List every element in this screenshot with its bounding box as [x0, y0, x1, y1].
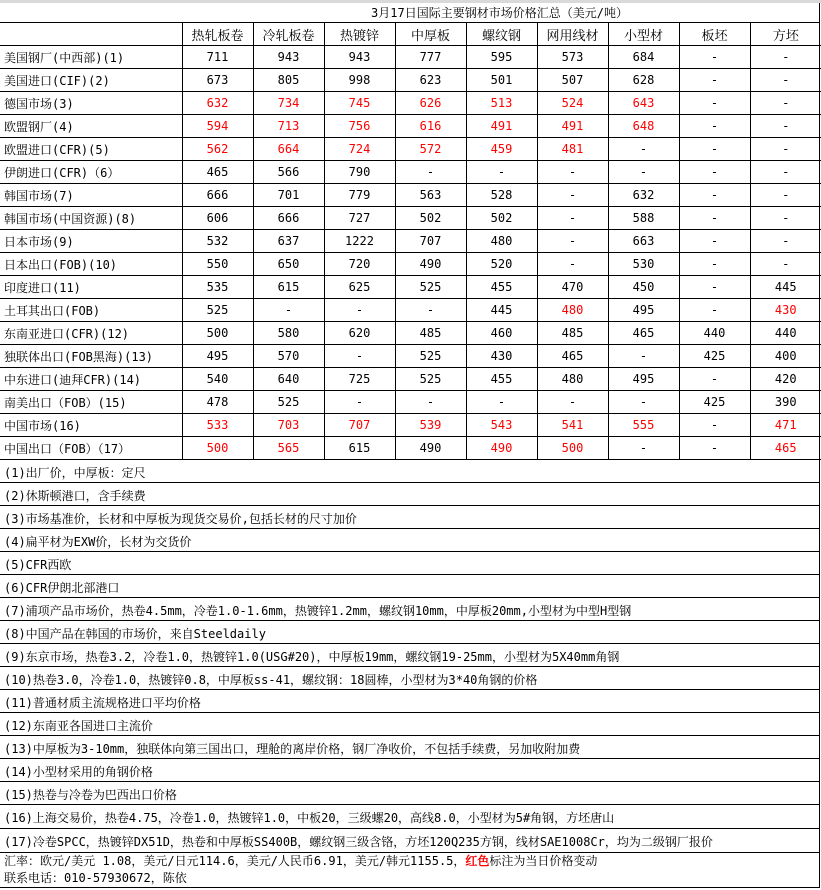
- price-cell: 430: [750, 299, 821, 322]
- price-cell: 445: [466, 299, 537, 322]
- price-cell: -: [679, 161, 750, 184]
- col-header: 方坯: [750, 23, 821, 46]
- table-row: [0, 138, 821, 161]
- price-cell: 480: [537, 368, 608, 391]
- price-cell: 673: [182, 69, 253, 92]
- footnote: (5)CFR西欧: [0, 552, 819, 575]
- row-label: 伊朗进口(CFR)（6）: [0, 161, 182, 184]
- price-cell: 632: [182, 92, 253, 115]
- price-cell: 533: [182, 414, 253, 437]
- price-cell: 530: [608, 253, 679, 276]
- col-header: 螺纹钢: [466, 23, 537, 46]
- price-cell: 588: [608, 207, 679, 230]
- price-cell: 525: [395, 276, 466, 299]
- price-cell: 470: [537, 276, 608, 299]
- price-cell: 400: [750, 345, 821, 368]
- exchange-rate-text: 汇率：欧元/美元 1.08，美元/日元114.6，美元/人民币6.91，美元/韩元1155.5，: [4, 854, 466, 868]
- price-cell: -: [537, 184, 608, 207]
- footnote: (11)普通材质主流规格进口平均价格: [0, 690, 819, 713]
- table-row: [0, 276, 821, 299]
- price-cell: 572: [395, 138, 466, 161]
- price-cell: 420: [750, 368, 821, 391]
- price-cell: 713: [253, 115, 324, 138]
- price-cell: 513: [466, 92, 537, 115]
- row-label: 美国进口(CIF)(2): [0, 69, 182, 92]
- footnote: (4)扁平材为EXW价，长材为交货价: [0, 529, 819, 552]
- table-row: [0, 368, 821, 391]
- price-cell: 430: [466, 345, 537, 368]
- price-cell: 485: [537, 322, 608, 345]
- price-cell: 465: [537, 345, 608, 368]
- col-header: 中厚板: [395, 23, 466, 46]
- price-cell: -: [324, 391, 395, 414]
- price-cell: 777: [395, 46, 466, 69]
- red-legend-label: 红色: [465, 854, 490, 868]
- table-row: [0, 115, 821, 138]
- price-cell: -: [608, 161, 679, 184]
- col-header: 板坯: [679, 23, 750, 46]
- price-cell: 623: [395, 69, 466, 92]
- price-cell: -: [679, 207, 750, 230]
- price-cell: 465: [750, 437, 821, 460]
- price-cell: 440: [750, 322, 821, 345]
- price-cell: -: [679, 115, 750, 138]
- price-cell: -: [537, 253, 608, 276]
- price-cell: 480: [466, 230, 537, 253]
- price-cell: 563: [395, 184, 466, 207]
- price-cell: 459: [466, 138, 537, 161]
- price-cell: 666: [253, 207, 324, 230]
- price-cell: 790: [324, 161, 395, 184]
- price-cell: -: [750, 184, 821, 207]
- footnote: (15)热卷与冷卷为巴西出口价格: [0, 782, 819, 805]
- table-row: [0, 299, 821, 322]
- price-cell: -: [679, 184, 750, 207]
- price-cell: 580: [253, 322, 324, 345]
- price-cell: 425: [679, 345, 750, 368]
- row-label: 欧盟进口(CFR)(5): [0, 138, 182, 161]
- row-label: 中国出口（FOB）（17）: [0, 437, 182, 460]
- row-label: 韩国市场(7): [0, 184, 182, 207]
- price-cell: 465: [608, 322, 679, 345]
- row-label: 独联体出口(FOB黑海)(13): [0, 345, 182, 368]
- price-cell: 943: [324, 46, 395, 69]
- price-cell: 507: [537, 69, 608, 92]
- price-cell: 485: [395, 322, 466, 345]
- price-cell: 663: [608, 230, 679, 253]
- col-header: 热镀锌: [324, 23, 395, 46]
- row-label: 欧盟钢厂(4): [0, 115, 182, 138]
- table-row: [0, 437, 821, 460]
- price-cell: -: [466, 161, 537, 184]
- price-cell: 707: [324, 414, 395, 437]
- row-label: 印度进口(11): [0, 276, 182, 299]
- price-cell: 445: [750, 276, 821, 299]
- footer: [0, 853, 819, 888]
- price-cell: -: [750, 161, 821, 184]
- price-cell: 502: [395, 207, 466, 230]
- footnote: (14)小型材采用的角钢价格: [0, 759, 819, 782]
- price-cell: -: [608, 391, 679, 414]
- price-cell: 566: [253, 161, 324, 184]
- price-cell: -: [679, 69, 750, 92]
- price-cell: -: [750, 69, 821, 92]
- price-cell: 543: [466, 414, 537, 437]
- price-cell: 648: [608, 115, 679, 138]
- table-row: [0, 253, 821, 276]
- price-cell: 490: [395, 437, 466, 460]
- price-cell: -: [324, 345, 395, 368]
- price-cell: 998: [324, 69, 395, 92]
- price-cell: 535: [182, 276, 253, 299]
- price-cell: -: [679, 276, 750, 299]
- price-cell: 701: [253, 184, 324, 207]
- footnote: (10)热卷3.0，冷卷1.0，热镀锌0.8，中厚板ss-41，螺纹钢：18圆棒，小型材为3*40角钢的价格: [0, 667, 819, 690]
- price-cell: 594: [182, 115, 253, 138]
- price-cell: 625: [324, 276, 395, 299]
- price-cell: -: [750, 253, 821, 276]
- price-cell: 711: [182, 46, 253, 69]
- price-cell: 425: [679, 391, 750, 414]
- footnotes: [0, 460, 819, 853]
- price-cell: 525: [253, 391, 324, 414]
- row-label: 中东进口(迪拜CFR)(14): [0, 368, 182, 391]
- price-cell: 440: [679, 322, 750, 345]
- price-cell: 573: [537, 46, 608, 69]
- price-cell: 520: [466, 253, 537, 276]
- price-cell: 643: [608, 92, 679, 115]
- price-cell: 615: [253, 276, 324, 299]
- price-cell: 480: [537, 299, 608, 322]
- row-label: 日本市场(9): [0, 230, 182, 253]
- contact-line: 联系电话：010-57930672，陈依: [4, 871, 187, 885]
- price-cell: 460: [466, 322, 537, 345]
- price-cell: 481: [537, 138, 608, 161]
- footnote: (16)上海交易价，热卷4.75，冷卷1.0，热镀锌1.0，中板20，三级螺20，高线8.0，小型材为5#角钢，方坯唐山: [0, 805, 819, 829]
- table-row: [0, 414, 821, 437]
- price-cell: 495: [608, 299, 679, 322]
- price-cell: 779: [324, 184, 395, 207]
- price-cell: 491: [466, 115, 537, 138]
- price-cell: 491: [537, 115, 608, 138]
- footnote: (3)市场基准价，长材和中厚板为现货交易价,包括长材的尺寸加价: [0, 506, 819, 529]
- col-header: 小型材: [608, 23, 679, 46]
- price-table: [0, 23, 821, 460]
- footnote: (7)浦项产品市场价，热卷4.5mm，冷卷1.0-1.6mm，热镀锌1.2mm，螺纹钢10mm，中厚板20mm,小型材为中型H型钢: [0, 598, 819, 621]
- price-cell: 595: [466, 46, 537, 69]
- price-cell: 707: [395, 230, 466, 253]
- footnote: (2)休斯顿港口，含手续费: [0, 483, 819, 506]
- price-cell: -: [608, 437, 679, 460]
- price-cell: 666: [182, 184, 253, 207]
- price-cell: 541: [537, 414, 608, 437]
- footnote: (1)出厂价，中厚板：定尺: [0, 460, 819, 483]
- footnote: (13)中厚板为3-10mm，独联体向第三国出口，理舱的离岸价格，钢厂净收价，不包括手续费，另加收附加费: [0, 736, 819, 759]
- price-cell: 528: [466, 184, 537, 207]
- price-cell: 565: [253, 437, 324, 460]
- price-cell: 450: [608, 276, 679, 299]
- footnote: (9)东京市场，热卷3.2，冷卷1.0，热镀锌1.0(USG#20)，中厚板19mm，螺纹钢19-25mm，小型材为5X40mm角钢: [0, 644, 819, 667]
- price-cell: 756: [324, 115, 395, 138]
- price-cell: 500: [182, 437, 253, 460]
- col-header: 热轧板卷: [182, 23, 253, 46]
- price-cell: 734: [253, 92, 324, 115]
- price-cell: -: [679, 299, 750, 322]
- price-cell: 525: [395, 368, 466, 391]
- row-label: 土耳其出口(FOB): [0, 299, 182, 322]
- sheet-title: 3月17日国际主要钢材市场价格汇总（美元/吨）: [0, 3, 819, 23]
- price-cell: 500: [537, 437, 608, 460]
- price-cell: 471: [750, 414, 821, 437]
- price-cell: 943: [253, 46, 324, 69]
- table-row: [0, 92, 821, 115]
- price-cell: -: [750, 207, 821, 230]
- table-row: [0, 46, 821, 69]
- price-cell: -: [466, 391, 537, 414]
- price-cell: 664: [253, 138, 324, 161]
- price-cell: -: [750, 138, 821, 161]
- price-cell: 650: [253, 253, 324, 276]
- price-cell: 465: [182, 161, 253, 184]
- price-cell: -: [679, 368, 750, 391]
- price-cell: -: [395, 161, 466, 184]
- price-cell: 500: [182, 322, 253, 345]
- price-cell: 684: [608, 46, 679, 69]
- price-cell: -: [679, 138, 750, 161]
- price-cell: 490: [466, 437, 537, 460]
- price-cell: -: [750, 115, 821, 138]
- row-label: 南美出口（FOB）(15): [0, 391, 182, 414]
- price-cell: 632: [608, 184, 679, 207]
- price-cell: 703: [253, 414, 324, 437]
- price-cell: -: [608, 138, 679, 161]
- price-sheet: [0, 3, 820, 888]
- row-label: 美国钢厂(中西部)(1): [0, 46, 182, 69]
- row-label: 日本出口(FOB)(10): [0, 253, 182, 276]
- price-cell: 745: [324, 92, 395, 115]
- price-cell: 562: [182, 138, 253, 161]
- price-cell: 455: [466, 276, 537, 299]
- table-row: [0, 391, 821, 414]
- price-cell: -: [679, 92, 750, 115]
- exchange-rate-line: [4, 853, 819, 870]
- row-label: 德国市场(3): [0, 92, 182, 115]
- price-cell: 727: [324, 207, 395, 230]
- header-row: [0, 23, 821, 46]
- table-row: [0, 230, 821, 253]
- price-cell: 616: [395, 115, 466, 138]
- price-cell: 390: [750, 391, 821, 414]
- price-cell: 570: [253, 345, 324, 368]
- price-cell: -: [608, 345, 679, 368]
- price-cell: 525: [395, 345, 466, 368]
- price-cell: 724: [324, 138, 395, 161]
- price-cell: -: [395, 391, 466, 414]
- price-cell: -: [750, 230, 821, 253]
- price-cell: 640: [253, 368, 324, 391]
- table-row: [0, 184, 821, 207]
- price-cell: 525: [182, 299, 253, 322]
- table-row: [0, 207, 821, 230]
- price-cell: -: [253, 299, 324, 322]
- price-cell: -: [324, 299, 395, 322]
- price-cell: -: [537, 230, 608, 253]
- price-cell: -: [679, 46, 750, 69]
- price-cell: 1222: [324, 230, 395, 253]
- table-row: [0, 161, 821, 184]
- table-row: [0, 322, 821, 345]
- footnote: (8)中国产品在韩国的市场价，来自Steeldaily: [0, 621, 819, 644]
- footnote: (12)东南亚各国进口主流价: [0, 713, 819, 736]
- price-cell: 490: [395, 253, 466, 276]
- price-cell: -: [395, 299, 466, 322]
- price-cell: 725: [324, 368, 395, 391]
- price-cell: 550: [182, 253, 253, 276]
- price-cell: -: [679, 253, 750, 276]
- price-cell: 540: [182, 368, 253, 391]
- price-cell: -: [537, 207, 608, 230]
- price-cell: 495: [608, 368, 679, 391]
- price-cell: -: [679, 437, 750, 460]
- col-header: 冷轧板卷: [253, 23, 324, 46]
- col-header: 网用线材: [537, 23, 608, 46]
- price-cell: 637: [253, 230, 324, 253]
- red-legend-text: 标注为当日价格变动: [489, 854, 598, 868]
- row-label: 韩国市场(中国资源)(8): [0, 207, 182, 230]
- price-cell: 501: [466, 69, 537, 92]
- price-cell: 720: [324, 253, 395, 276]
- footnote: (6)CFR伊朗北部港口: [0, 575, 819, 598]
- table-row: [0, 345, 821, 368]
- price-cell: 539: [395, 414, 466, 437]
- price-cell: 478: [182, 391, 253, 414]
- price-cell: 455: [466, 368, 537, 391]
- row-label: 东南亚进口(CFR)(12): [0, 322, 182, 345]
- price-cell: -: [750, 92, 821, 115]
- price-cell: 615: [324, 437, 395, 460]
- price-cell: 628: [608, 69, 679, 92]
- price-cell: -: [679, 230, 750, 253]
- price-cell: 495: [182, 345, 253, 368]
- price-cell: 555: [608, 414, 679, 437]
- header-empty-cell: [0, 23, 182, 46]
- price-cell: 620: [324, 322, 395, 345]
- price-cell: 606: [182, 207, 253, 230]
- price-cell: 532: [182, 230, 253, 253]
- price-cell: 524: [537, 92, 608, 115]
- price-cell: -: [750, 46, 821, 69]
- price-cell: 502: [466, 207, 537, 230]
- table-row: [0, 69, 821, 92]
- price-cell: -: [679, 414, 750, 437]
- footnote: (17)冷卷SPCC，热镀锌DX51D，热卷和中厚板SS400B，螺纹钢三级含铬，方坯120Q235方钢，线材SAE1008Cr，均为二级钢厂报价: [0, 829, 819, 853]
- row-label: 中国市场(16): [0, 414, 182, 437]
- price-cell: 805: [253, 69, 324, 92]
- price-cell: 626: [395, 92, 466, 115]
- price-cell: -: [537, 161, 608, 184]
- price-cell: -: [537, 391, 608, 414]
